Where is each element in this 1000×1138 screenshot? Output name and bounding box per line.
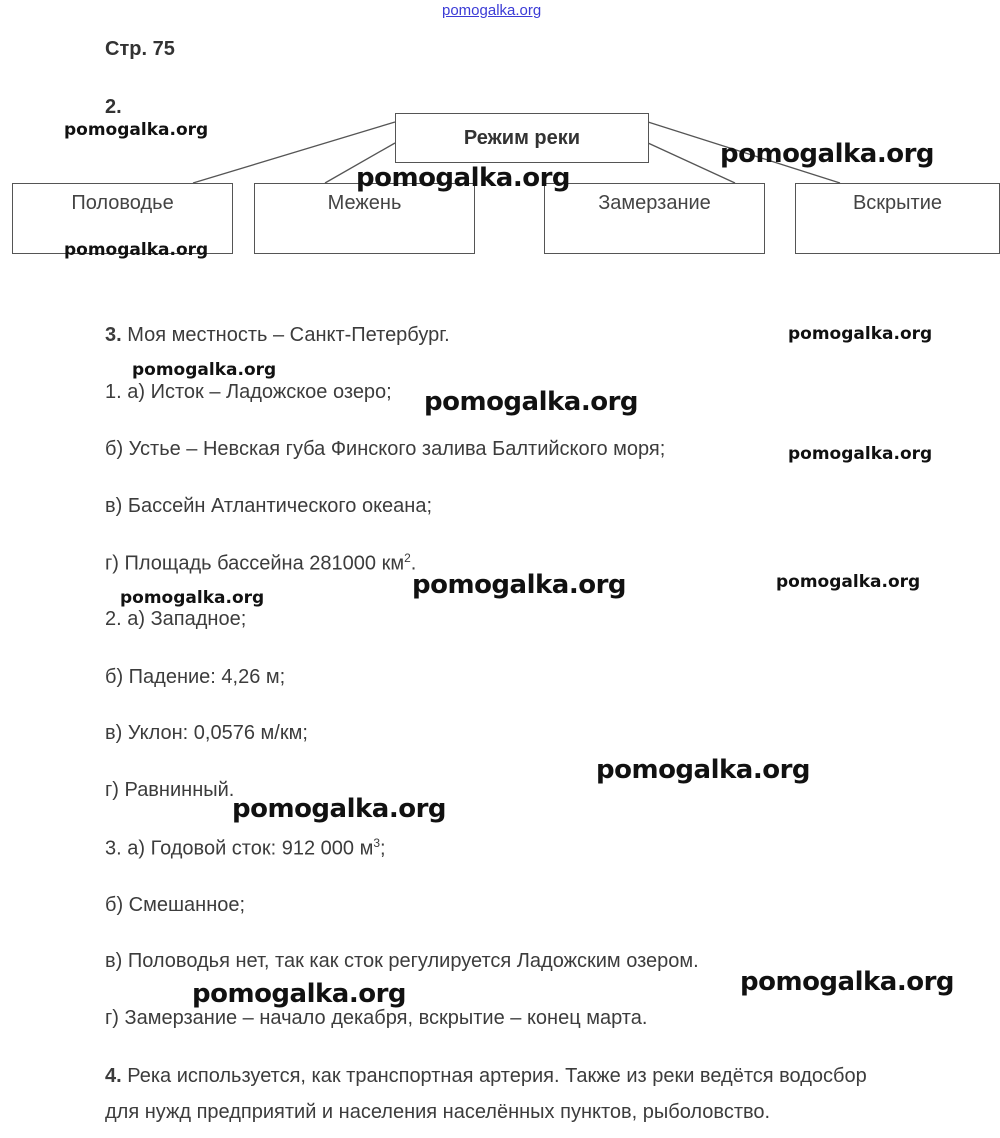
- watermark: pomogalka.org: [412, 570, 627, 600]
- task3-line-11: в) Половодья нет, так как сток регулируется Ладожским озером.: [105, 950, 699, 972]
- task3-line-7: в) Уклон: 0,0576 м/км;: [105, 722, 308, 744]
- task4-line-1: [105, 1065, 867, 1088]
- diagram-child-flood: Половодье: [12, 183, 233, 254]
- watermark: pomogalka.org: [776, 572, 921, 592]
- task3-line-2: б) Устье – Невская губа Финского залива Балтийского моря;: [105, 438, 666, 460]
- diagram-child-freezing: Замерзание: [544, 183, 765, 254]
- task3-line-4: [105, 551, 416, 576]
- watermark: pomogalka.org: [192, 979, 407, 1009]
- task3-line-9-text: 3. а) Годовой сток: 912 000 м: [105, 837, 374, 860]
- task3-line-4-end: .: [410, 552, 417, 575]
- task3-intro: [105, 324, 450, 347]
- watermark: pomogalka.org: [740, 967, 955, 997]
- task3-line-9-end: ;: [380, 837, 386, 860]
- task3-line-12: г) Замерзание – начало декабря, вскрытие – конец марта.: [105, 1007, 648, 1029]
- superscript-2: 2: [404, 551, 411, 565]
- watermark: pomogalka.org: [720, 139, 935, 169]
- page-label: Стр. 75: [105, 38, 175, 60]
- watermark: pomogalka.org: [596, 755, 811, 785]
- task3-line-9: [105, 836, 386, 861]
- task3-line-5: 2. а) Западное;: [105, 608, 247, 630]
- task3-line-8: г) Равнинный.: [105, 779, 235, 801]
- watermark: pomogalka.org: [132, 360, 277, 380]
- diagram-root: Режим реки: [395, 113, 649, 163]
- superscript-3: 3: [373, 836, 381, 850]
- watermark: pomogalka.org: [424, 387, 639, 417]
- watermark: pomogalka.org: [120, 588, 265, 608]
- task3-line-6: б) Падение: 4,26 м;: [105, 666, 286, 688]
- task2-number: 2.: [105, 96, 122, 118]
- site-link[interactable]: pomogalka.org: [442, 2, 542, 19]
- watermark: pomogalka.org: [64, 120, 209, 140]
- watermark: pomogalka.org: [788, 444, 933, 464]
- task3-number: 3.: [105, 324, 122, 346]
- watermark: pomogalka.org: [64, 240, 209, 260]
- diagram-child-ice-break: Вскрытие: [795, 183, 1000, 254]
- task3-line-3: в) Бассейн Атлантического океана;: [105, 495, 433, 517]
- task3-line-1: 1. а) Исток – Ладожское озеро;: [105, 381, 392, 403]
- watermark: pomogalka.org: [356, 163, 571, 193]
- task4-line-2: для нужд предприятий и населения населённых пунктов, рыболовство.: [105, 1101, 771, 1123]
- task3-line-4-text: г) Площадь бассейна 281000 км: [105, 552, 405, 575]
- task3-intro-text: Моя местность – Санкт-Петербург.: [127, 324, 450, 346]
- watermark: pomogalka.org: [232, 794, 447, 824]
- task3-line-10: б) Смешанное;: [105, 894, 246, 916]
- task4-number: 4.: [105, 1065, 122, 1087]
- watermark: pomogalka.org: [788, 324, 933, 344]
- task4-line-1-text: Река используется, как транспортная артерия. Также из реки ведётся водосбор: [127, 1065, 867, 1087]
- diagram-child-low-water: Межень: [254, 183, 475, 254]
